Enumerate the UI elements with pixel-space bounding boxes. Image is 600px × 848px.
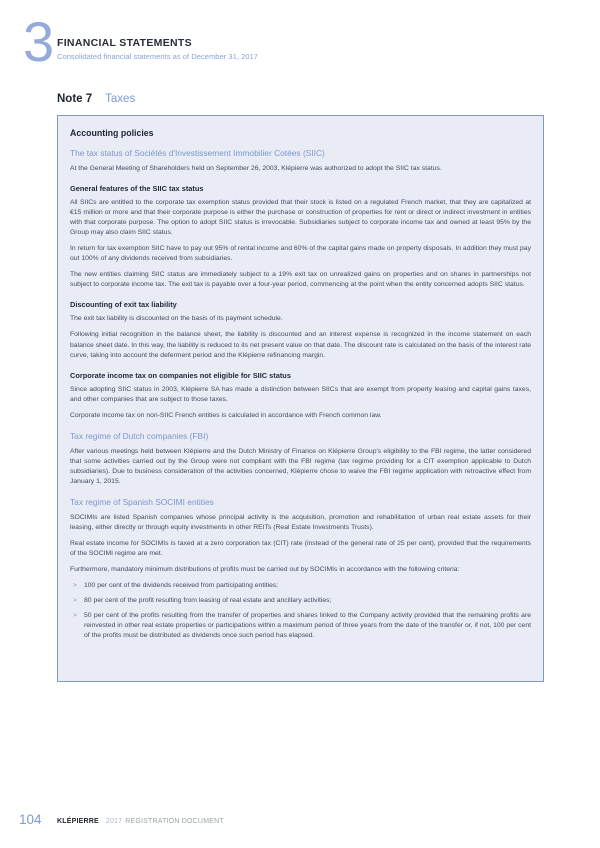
chapter-number: 3	[23, 10, 55, 73]
accounting-policies-title: Accounting policies	[70, 128, 154, 138]
blue-heading: Tax regime of Spanish SOCIMI entities	[70, 496, 214, 507]
bullet-item	[70, 581, 531, 591]
page-number: 104	[19, 812, 42, 827]
paragraph: Since adopting SIIC status in 2003, Klépierre SA has made a distinction between SIICs that are exempt from property leasing and capital gains taxes, and other companies that are subject to those taxes.	[70, 385, 531, 403]
paragraph: At the General Meeting of Shareholders held on September 26, 2003, Klépierre was authorized to adopt the SIIC tax status.	[70, 165, 442, 172]
chapter-subtitle: Consolidated financial statements as of December 31, 2017	[57, 52, 258, 61]
note-title: Taxes	[105, 93, 136, 105]
paragraph: The new entities claiming SIIC status are immediately subject to a 19% exit tax on unrealized gains on properties and on shares in partnerships not subject to corporate income tax. The exit tax is payable over a four-year period, commencing at the point when the entity concerned adopts SIIC status.	[70, 271, 531, 289]
paragraph: In return for tax exemption SIIC have to pay out 95% of rental income and 60% of the capital gains made on property disposals. In addition they must pay out 100% of any dividends received from subsidiaries.	[70, 245, 531, 263]
paragraph: After various meetings held between Klépierre and the Dutch Ministry of Finance on Klépierre Group's eligibility to the FBI regime, the latter considered that some activities carried out by the Group were not compliant with the FBI regime (tax regime providing for a CIT exemption applicable to Dutch subsidiaries). Due to business consideration of the activities concerned, Klépierre chose to waive the FBI regime application with retroactive effect from January 1, 2015.	[70, 447, 531, 485]
footer	[57, 818, 224, 825]
chapter-title: FINANCIAL STATEMENTS	[57, 37, 192, 49]
paragraph: Following initial recognition in the balance sheet, the liability is discounted and an interest expense is recognized in the income statement on each balance sheet date. In this way, the liability is reduced to its net present value on that date. The discount rate is calculated on the basis of the interest rate curve, taking into account the deferment period and the Klépierre refinancing margin.	[70, 331, 531, 359]
accounting-policies-box	[57, 115, 544, 682]
paragraph: The exit tax liability is discounted on the basis of its payment schedule.	[70, 315, 283, 323]
bold-heading: General features of the SIIC tax status	[70, 184, 204, 194]
bold-heading: Corporate income tax on companies not eligible for SIIC status	[70, 370, 291, 380]
note-heading	[57, 93, 135, 105]
paragraph: All SIICs are entitled to the corporate tax exemption status provided that their stock is listed on a regulated French market, that they are capitalized at €15 million or more and that their corporate purpose is either the purchase or construction of properties for rent or direct or indirect investment in entities with that corporate purpose. The option to adopt SIIC status is irrevocable. Subsidiaries subject to corporate income tax and owned at least 95% by the Group may also claim SIIC status.	[70, 199, 531, 237]
bullet-text: 80 per cent of the profit resulting from leasing of real estate and ancillary activities;	[84, 597, 332, 605]
policy-blocks	[70, 148, 531, 641]
bullet-item	[70, 611, 531, 641]
paragraph: Furthermore, mandatory minimum distributions of profits must be carried out by SOCIMIs in accordance with the following criteria:	[70, 566, 460, 574]
blue-heading: The tax status of Sociétés d'Investissement Immobilier Cotées (SIIC)	[70, 148, 325, 158]
chevron-bullet-icon: >	[73, 582, 77, 590]
paragraph: Real estate income for SOCIMIs is taxed at a zero corporation tax (CIT) rate (instead of the general rate of 25 per cent), provided that the requirements of the SOCIMI regime are met.	[70, 540, 531, 558]
chevron-bullet-icon: >	[73, 597, 77, 605]
bullet-text: 50 per cent of the profits resulting from the transfer of properties and shares linked to the Company activity provided that the remaining profits are reinvested in other real estate properties or participations within a maximum period of three years from the date of the transfer or, if not, 100 per cent of the profits must be distributed as dividends once such period has elapsed.	[84, 612, 531, 640]
bullet-text: 100 per cent of the dividends received from participating entities;	[84, 582, 279, 590]
paragraph: Corporate income tax on non-SIIC French entities is calculated in accordance with French common law.	[70, 411, 382, 419]
footer-doc-label: REGISTRATION DOCUMENT	[125, 818, 224, 825]
blue-heading: Tax regime of Dutch companies (FBI)	[70, 430, 209, 441]
bullet-item	[70, 596, 531, 606]
footer-brand: KLÉPIERRE	[57, 818, 99, 825]
footer-year: 2017	[105, 818, 123, 825]
bold-heading: Discounting of exit tax liability	[70, 300, 177, 310]
chevron-bullet-icon: >	[73, 612, 77, 620]
paragraph: SOCIMIs are listed Spanish companies whose principal activity is the acquisition, promotion and rehabilitation of urban real estate assets for their leasing, either directly or through equity investments in other REITs (Real Estate Investments Trusts).	[70, 513, 531, 531]
note-label: Note 7	[57, 93, 93, 105]
